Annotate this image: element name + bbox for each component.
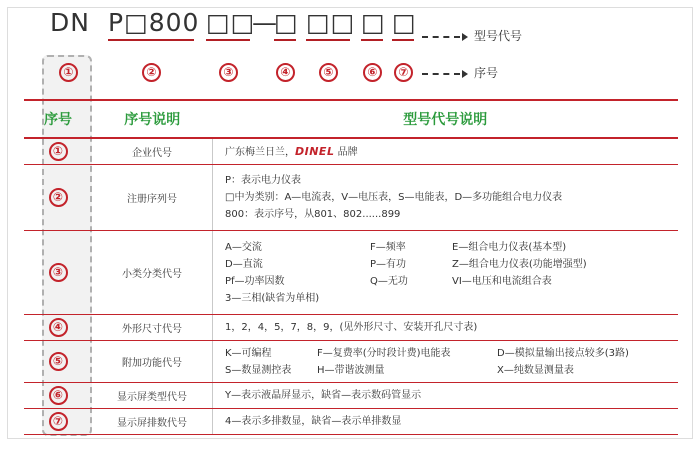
underline	[274, 39, 296, 41]
row-name: 外形尺寸代号	[92, 315, 213, 341]
row-description: K—可编程 F—复费率(分时段计费)电能表 D—模拟量输出接点较多(3路) S—数显测控表 H—带谐波测量 X—纯数显测量表	[213, 341, 679, 383]
marker-4: ④	[276, 63, 295, 82]
table-row	[24, 138, 678, 165]
row-number: ⑦	[49, 412, 68, 431]
row-name: 附加功能代号	[92, 341, 213, 383]
row-number: ③	[49, 263, 68, 282]
table-header-row	[24, 100, 678, 138]
underline	[206, 39, 250, 41]
code-segment-class: □	[274, 8, 299, 37]
row-number: ②	[49, 188, 68, 207]
header-description: 序号说明	[92, 100, 213, 138]
row-number: ⑤	[49, 352, 68, 371]
underline	[108, 39, 194, 41]
page	[7, 7, 693, 439]
code-segment-func: □□	[306, 8, 356, 37]
legend-model-code: 型号代号	[422, 27, 522, 44]
row-name: 注册序列号	[92, 165, 213, 231]
underline	[392, 39, 414, 41]
model-spec-table	[24, 99, 678, 435]
code-segment-rows: □	[392, 8, 417, 37]
dashed-line	[422, 36, 460, 38]
legend-sequence: 序号	[422, 64, 498, 81]
underline	[306, 39, 350, 41]
row-number: ⑥	[49, 386, 68, 405]
table-row	[24, 165, 678, 231]
table-row	[24, 315, 678, 341]
arrow-right-icon	[462, 70, 468, 78]
header-model-description: 型号代号说明	[213, 100, 679, 138]
marker-5: ⑤	[319, 63, 338, 82]
arrow-right-icon	[462, 33, 468, 41]
header-sequence: 序号	[24, 100, 92, 138]
marker-6: ⑥	[363, 63, 382, 82]
dinel-logo: DINEL	[295, 144, 335, 158]
row-description: P：表示电力仪表 □中为类别：A—电流表，V—电压表，S—电能表，D—多功能组合电力仪表 800：表示序号，从801、802......899	[213, 165, 679, 231]
code-segment-size: □□	[206, 8, 256, 37]
row-description: A—交流 F—频率 E—组合电力仪表(基本型) D—直流 P—有功 Z—组合电力仪表(功能增强型) Pf—功率因数 Q—无功 VI—电压和电流组合表 3—三相(缺省为单相)	[213, 231, 679, 315]
table-row	[24, 409, 678, 435]
underline	[361, 39, 383, 41]
dashed-line	[422, 73, 460, 75]
row-description: 4—表示多排数显，缺省—表示单排数显	[213, 409, 679, 435]
code-segment-p800: P□800	[108, 8, 200, 37]
row-name: 显示屏类型代号	[92, 383, 213, 409]
table-row	[24, 383, 678, 409]
row-name: 小类分类代号	[92, 231, 213, 315]
row-number: ①	[49, 142, 68, 161]
row-description: Y—表示液晶屏显示，缺省—表示数码管显示	[213, 383, 679, 409]
code-segment-dash: —	[252, 8, 278, 37]
row-name: 显示屏排数代号	[92, 409, 213, 435]
code-segment-display: □	[361, 8, 386, 37]
code-segment-dn: DN	[50, 8, 90, 37]
marker-7: ⑦	[394, 63, 413, 82]
table-row	[24, 341, 678, 383]
marker-1: ①	[59, 63, 78, 82]
marker-3: ③	[219, 63, 238, 82]
row-number: ④	[49, 318, 68, 337]
marker-2: ②	[142, 63, 161, 82]
table-row	[24, 231, 678, 315]
row-name: 企业代号	[92, 138, 213, 165]
row-description: 广东梅兰日兰，DINEL 品牌	[213, 138, 679, 165]
row-description: 1，2，4，5，7，8，9，(见外形尺寸、安装开孔尺寸表)	[213, 315, 679, 341]
